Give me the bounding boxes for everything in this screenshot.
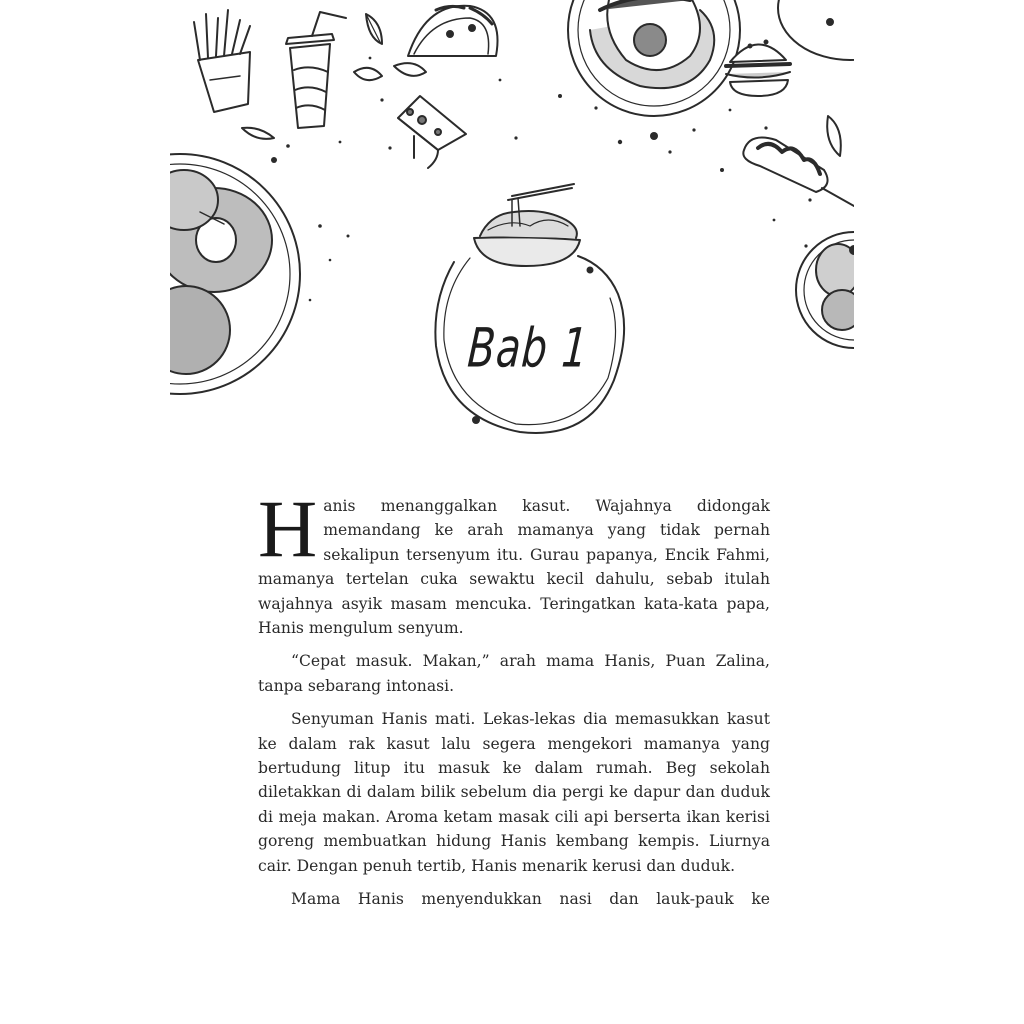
book-page [170,0,854,1024]
soda-cup-icon [286,12,346,128]
fried-egg-plate-icon [568,0,740,116]
food-doodle-illustration [170,0,854,460]
food-plate-icon [778,0,854,60]
fries-icon [194,10,250,112]
paragraph-text: anis menanggalkan kasut. Wajahnya didongak memandang ke arah mamanya yang tidak pernah sekalipun tersenyum itu. Gurau papanya, Encik Fahmi, mamanya tertelan cuka sewaktu kecil dahulu, sebab itulah wajahnya asyik masam mencuka. Teringatkan kata-kata papa, Hanis mengulum senyum. [258,497,770,638]
taco-icon [408,6,498,56]
paragraph [258,483,770,640]
food-plate-icon [796,232,854,348]
chapter-title: Bab 1 [465,318,591,381]
donut-plate-icon [170,154,300,394]
paragraph: Senyuman Hanis mati. Lekas-lekas dia memasukkan kasut ke dalam rak kasut lalu segera mengekori mamanya yang bertudung litup itu masuk ke dalam rumah. Beg sekolah diletakkan di dalam bilik sebelum dia pergi ke dapur dan duduk di meja makan. Aroma ketam masak cili api berserta ikan kerisi goreng membuatkan hidung Hanis kembang kempis. Liurnya cair. Dengan penuh tertib, Hanis menarik kerusi dan duduk. [258,710,770,875]
paragraph: Mama Hanis menyendukkan nasi dan lauk-pauk ke [291,890,770,909]
chapter-body [258,483,770,921]
drop-cap: H [258,483,318,574]
noodle-bowl-icon [474,184,580,266]
pizza-slice-icon [398,96,466,168]
paragraph: “Cepat masuk. Makan,” arah mama Hanis, Puan Zalina, tanpa sebarang intonasi. [258,652,770,695]
